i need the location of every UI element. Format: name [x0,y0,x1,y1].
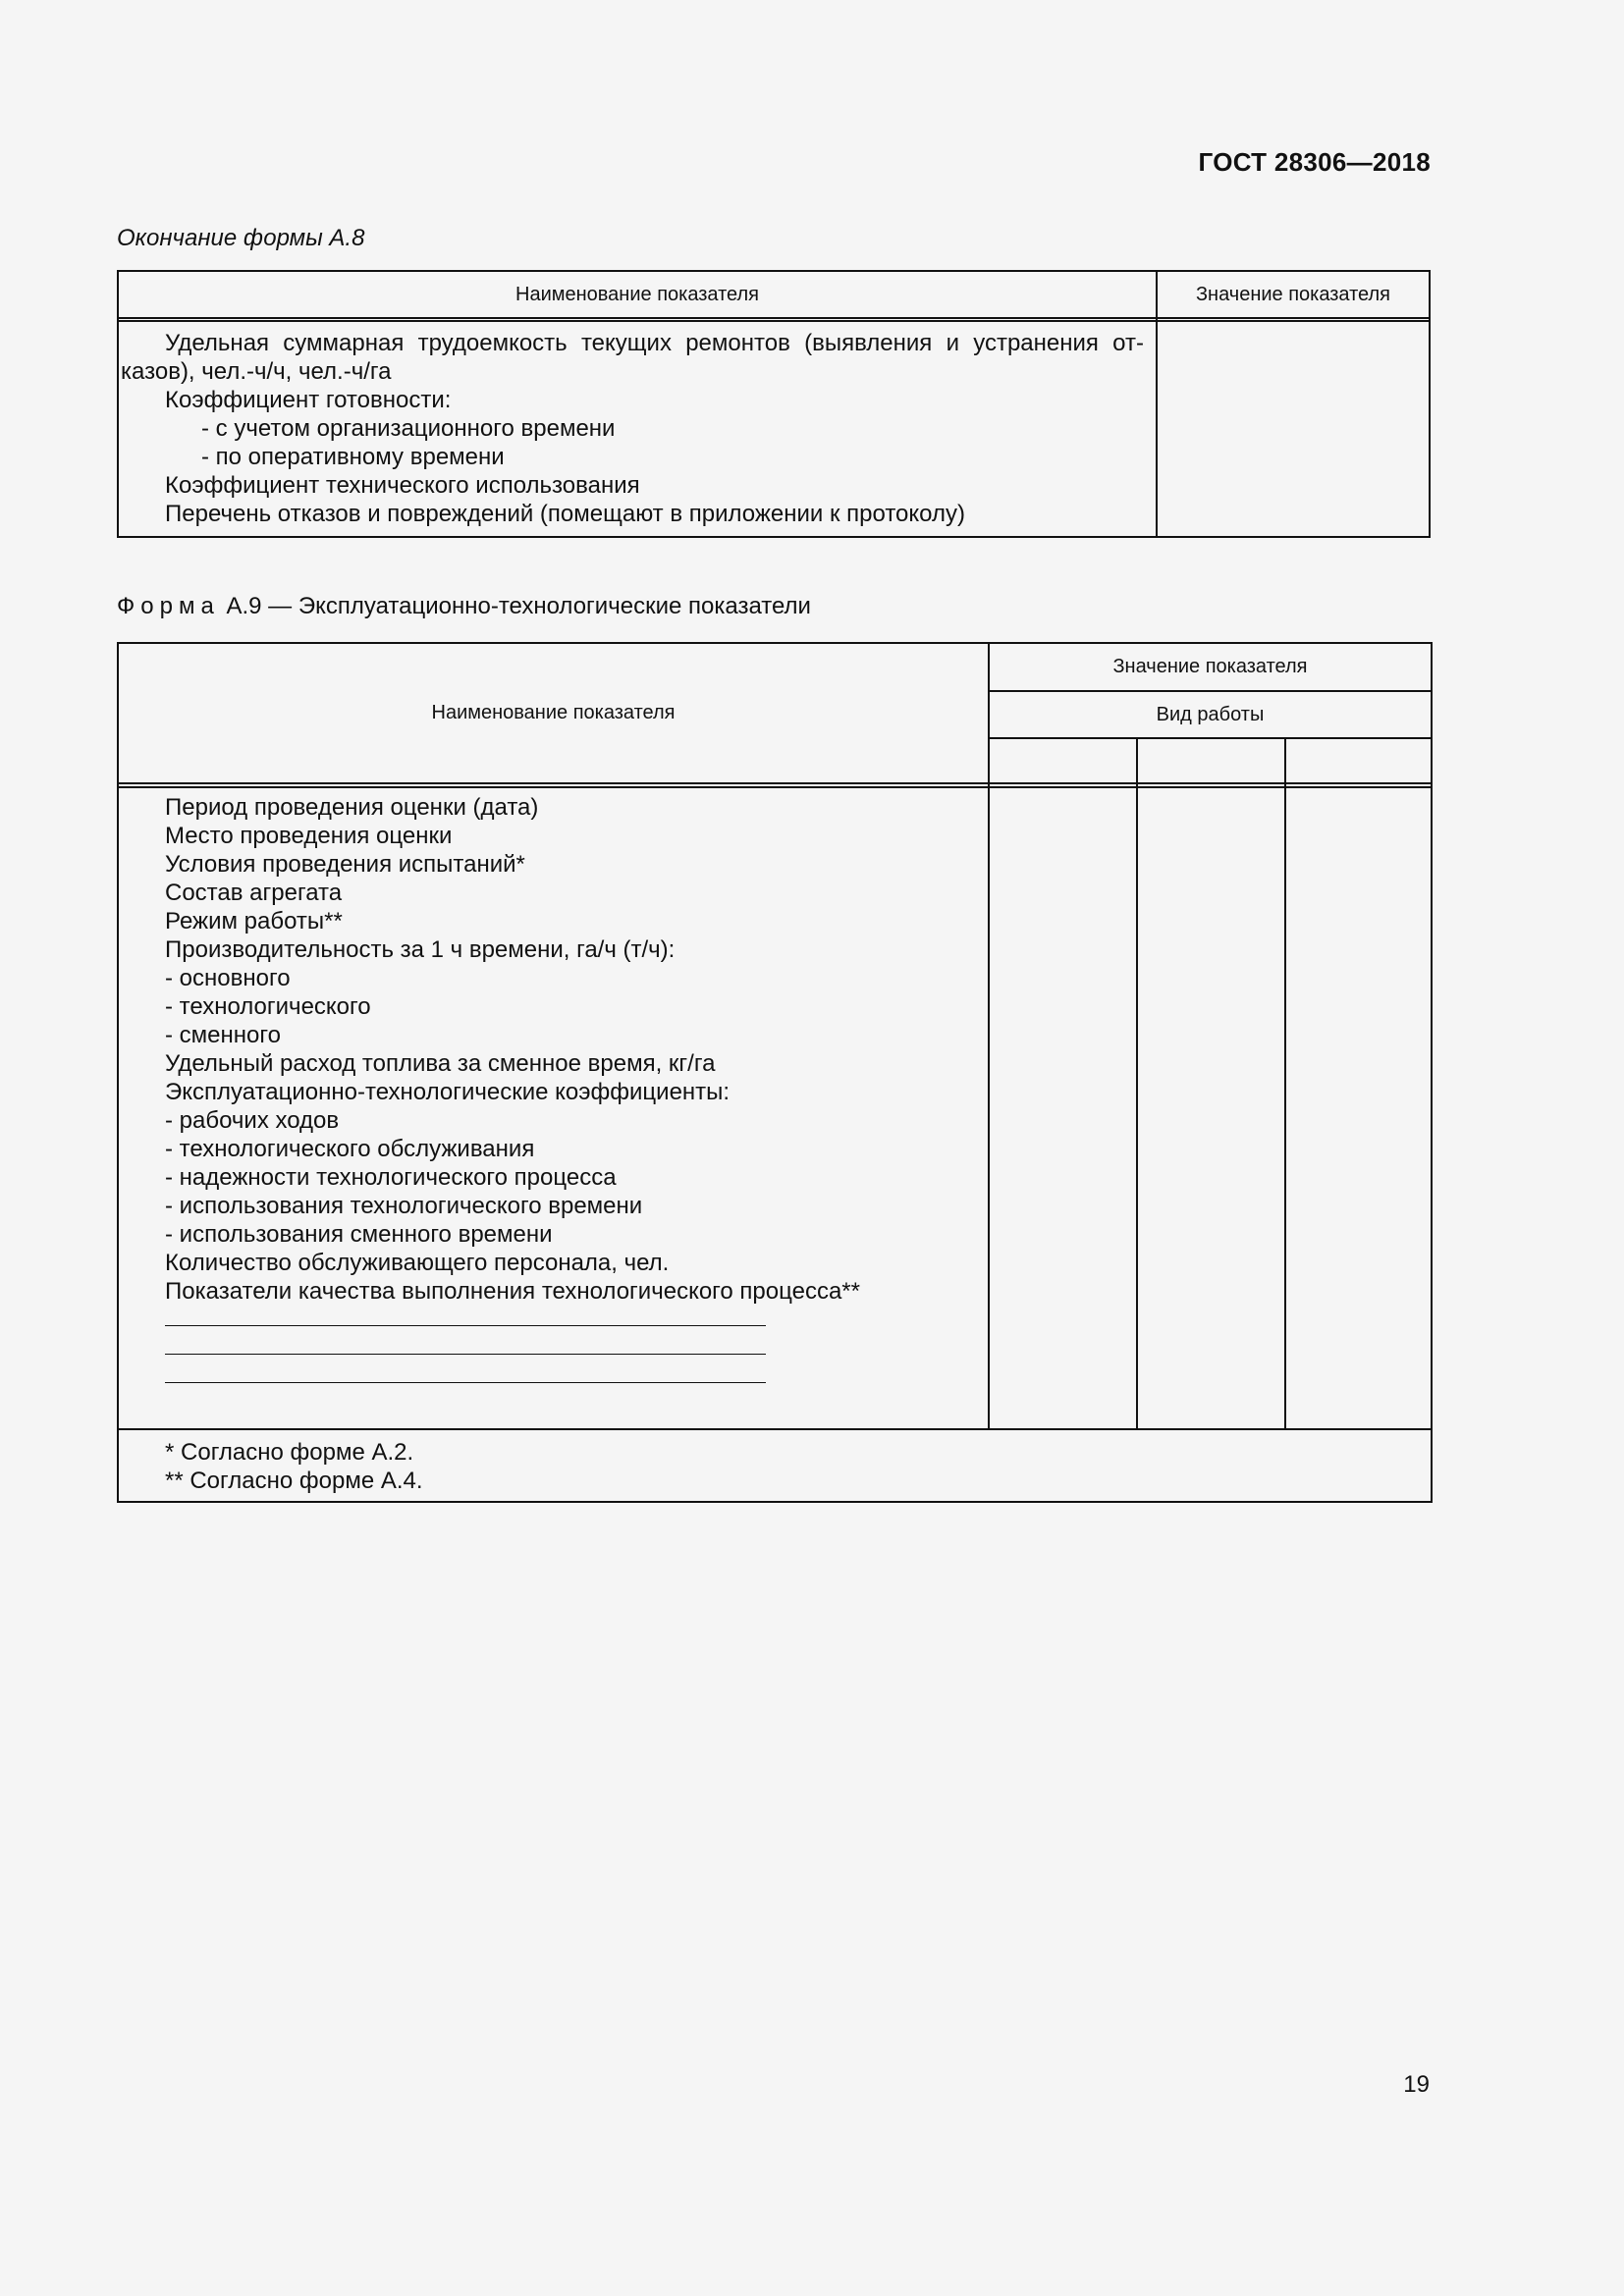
table-body [119,329,1156,528]
table-body [119,793,988,1391]
caption-title: А.9 — Эксплуатационно-технологические показатели [226,593,811,619]
row-text: Производительность за 1 ч времени, га/ч (т/ч): [165,936,676,963]
column-divider [1136,737,1138,1430]
row-text: - технологического обслуживания [165,1136,535,1162]
table-footnotes [119,1430,1431,1495]
row-text: Период проведения оценки (дата) [165,794,539,821]
column-header-work-type: Вид работы [1156,703,1265,725]
page-number: 19 [1403,2071,1430,2098]
row-text: Эксплуатационно-технологические коэффициенты: [165,1079,731,1105]
row-text: - использования технологического времени [165,1193,643,1219]
column-header-value: Значение показателя [1112,656,1308,677]
row-text: - технологического [165,993,371,1020]
row-text: Режим работы** [165,908,343,934]
row-text: Состав агрегата [165,880,343,906]
column-divider [988,644,990,1430]
document-code: ГОСТ 28306—2018 [1198,147,1431,177]
row-text: Количество обслуживающего персонала, чел. [165,1250,670,1276]
row-text: - надежности технологического процесса [165,1164,617,1191]
footnote: * Согласно форме А.2. [165,1439,414,1466]
row-text: - с учетом организационного времени [201,415,616,442]
column-divider [1284,737,1286,1430]
form-a8-caption: Окончание формы А.8 [117,225,365,251]
row-text: Показатели качества выполнения технологического процесса** [165,1278,860,1305]
form-a9-table [117,642,1433,1503]
column-header-value: Значение показателя [1195,283,1391,305]
row-text: - основного [165,965,291,991]
column-header-name: Наименование показателя [515,283,759,305]
column-header-name: Наименование показателя [431,702,676,723]
blank-fill-line [165,1355,766,1383]
caption-prefix: Форма [117,593,220,619]
row-text: казов), чел.-ч/ч, чел.-ч/га [121,358,392,385]
row-text: Коэффициент технического использования [165,472,640,499]
form-a9-caption [117,593,811,620]
form-a8-table [117,270,1431,538]
row-text: Удельный расход топлива за сменное время, кг/га [165,1050,716,1077]
row-text: - сменного [165,1022,281,1048]
header-double-rule [119,782,1431,788]
row-text: Условия проведения испытаний* [165,851,525,878]
footnote: ** Согласно форме А.4. [165,1468,423,1494]
row-text: Место проведения оценки [165,823,453,849]
row-text: - использования сменного времени [165,1221,553,1248]
header-divider [990,737,1431,739]
row-text: Коэффициент готовности: [165,387,452,413]
row-text: Перечень отказов и повреждений (помещают в приложении к протоколу) [165,501,965,527]
row-text: Удельная суммарная трудоемкость текущих ремонтов (выявления и устранения от- [165,330,1144,356]
blank-fill-line [165,1326,766,1355]
row-text: - рабочих ходов [165,1107,340,1134]
row-text: - по оперативному времени [201,444,505,470]
